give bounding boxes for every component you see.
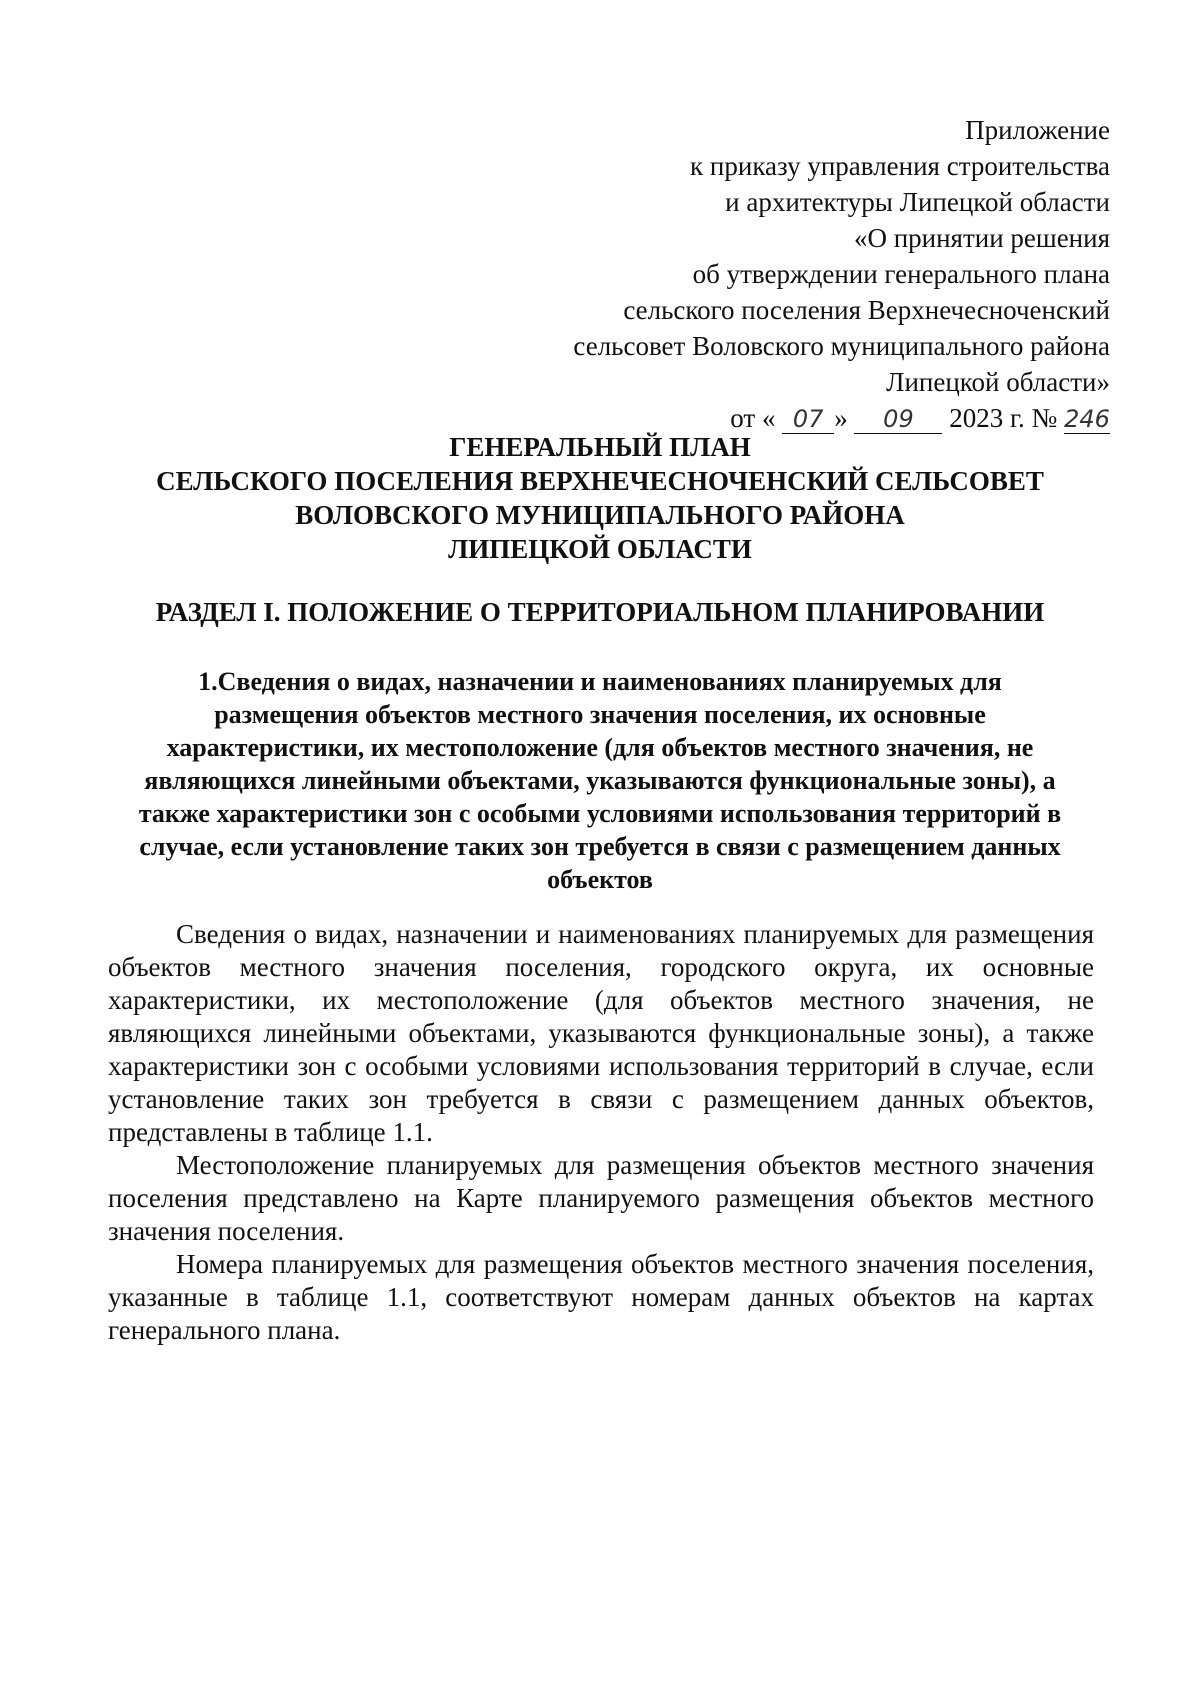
title-line: ГЕНЕРАЛЬНЫЙ ПЛАН	[449, 432, 751, 462]
date-mid: »	[834, 403, 848, 433]
title-line: ВОЛОВСКОГО МУНИЦИПАЛЬНОГО РАЙОНА	[295, 500, 905, 530]
subsection-title: 1.Сведения о видах, назначении и наименованиях планируемых для размещения объектов местного значения поселения, их основные характеристики, их местоположение (для объектов местного значения, не являющихся линейными объектами, указываются функциональные зоны), а также характеристики зон с особыми условиями использования территорий в случае, если установление таких зон требуется в связи с размещением данных объектов	[138, 667, 1062, 894]
appendix-line: Липецкой области»	[886, 367, 1110, 397]
appendix-line: к приказу управления строительства	[690, 151, 1110, 181]
paragraph: Местоположение планируемых для размещения объектов местного значения поселения представлено на Карте планируемого размещения объектов местного значения поселения.	[108, 1150, 1094, 1246]
date-prefix: от «	[730, 403, 776, 433]
body-text	[108, 918, 1094, 1347]
title-line: ЛИПЕЦКОЙ ОБЛАСТИ	[448, 534, 752, 564]
appendix-line: сельского поселения Верхнечесноченский	[623, 295, 1110, 325]
title-line: СЕЛЬСКОГО ПОСЕЛЕНИЯ ВЕРХНЕЧЕСНОЧЕНСКИЙ СЕЛЬСОВЕТ	[156, 466, 1044, 496]
appendix-line: и архитектуры Липецкой области	[725, 187, 1110, 217]
order-number-handwritten: 246	[1064, 405, 1110, 433]
appendix-line: сельсовет Воловского муниципального района	[573, 331, 1110, 361]
date-day-handwritten: 07	[782, 405, 834, 434]
appendix-line: «О принятии решения	[853, 223, 1110, 253]
date-month-handwritten: 09	[854, 405, 942, 434]
appendix-line: Приложение	[965, 115, 1110, 145]
appendix-line: об утверждении генерального плана	[692, 259, 1110, 289]
date-year: 2023 г. №	[949, 403, 1058, 433]
paragraph: Номера планируемых для размещения объектов местного значения поселения, указанные в таблице 1.1, соответствуют номерам данных объектов на картах генерального плана.	[108, 1249, 1094, 1345]
paragraph: Сведения о видах, назначении и наименованиях планируемых для размещения объектов местного значения поселения, городского округа, их основные характеристики, их местоположение (для объектов местного значения, не являющихся линейными объектами, указываются функциональные зоны), а также характеристики зон с особыми условиями использования территорий в случае, если установление таких зон требуется в связи с размещением данных объектов, представлены в таблице 1.1.	[108, 919, 1094, 1147]
appendix-block	[490, 112, 1110, 436]
document-title	[0, 430, 1200, 566]
section-title: РАЗДЕЛ I. ПОЛОЖЕНИЕ О ТЕРРИТОРИАЛЬНОМ ПЛАНИРОВАНИИ	[155, 597, 1045, 627]
